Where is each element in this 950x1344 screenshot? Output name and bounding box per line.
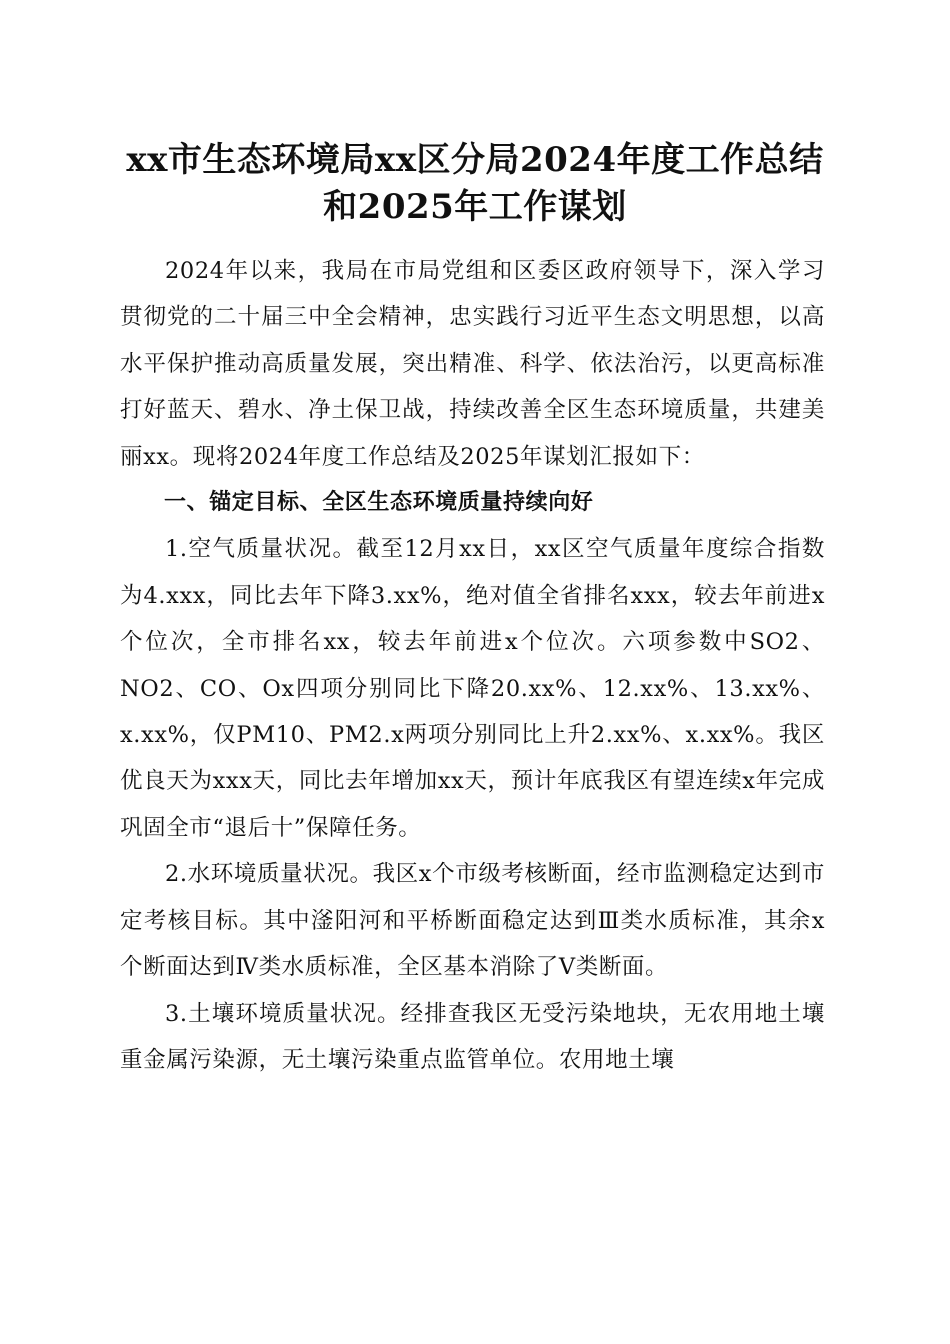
document-title-line-1: xx市生态环境局xx区分局2024年度工作总结 [126,140,824,180]
document-title-line-2: 和2025年工作谋划 [323,187,627,227]
document-body [120,248,825,1083]
water-quality-paragraph: 2.水环境质量状况。我区x个市级考核断面，经市监测稳定达到市定考核目标。其中滏阳河和平桥断面稳定达到Ⅲ类水质标准，其余x个断面达到Ⅳ类水质标准，全区基本消除了Ⅴ类断面。 [120,861,825,981]
soil-quality-paragraph: 3.土壤环境质量状况。经排查我区无受污染地块，无农用地土壤重金属污染源，无土壤污染重点监管单位。农用地土壤 [120,1000,825,1073]
intro-paragraph: 2024年以来，我局在市局党组和区委区政府领导下，深入学习贯彻党的二十届三中全会精神，忠实践行习近平生态文明思想，以高水平保护推动高质量发展，突出精准、科学、依法治污，以更高标准打好蓝天、碧水、净土保卫战，持续改善全区生态环境质量，共建美丽xx。现将2024年度工作总结及2025年谋划汇报如下： [120,258,825,470]
section-heading-1: 一、锚定目标、全区生态环境质量持续向好 [164,490,594,516]
air-quality-paragraph: 1.空气质量状况。截至12月xx日，xx区空气质量年度综合指数为4.xxx，同比去年下降3.xx%，绝对值全省排名xxx，较去年前进x个位次，全市排名xx，较去年前进x个位次。六项参数中SO2、NO2、CO、Ox四项分别同比下降20.xx%、12.xx%、13.xx%、x.xx%，仅PM10、PM2.x两项分别同比上升2.xx%、x.xx%。我区优良天为xxx天，同比去年增加xx天，预计年底我区有望连续x年完成巩固全市“退后十”保障任务。 [120,536,825,841]
